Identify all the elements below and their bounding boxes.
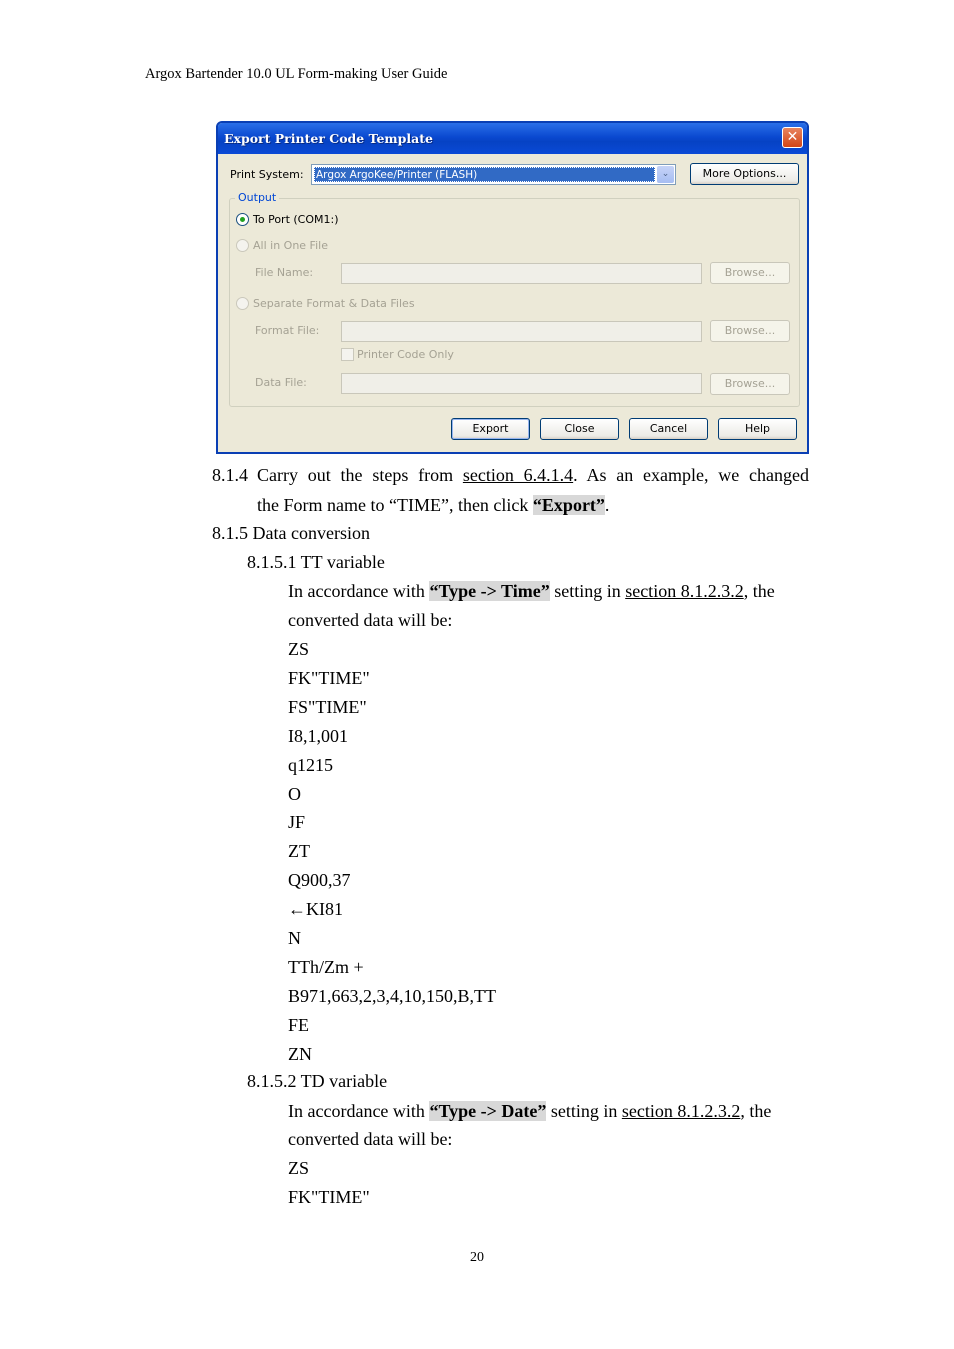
section-8-1-5-2-heading: 8.1.5.2 TD variable — [247, 1071, 388, 1091]
code-line: ←KI81 — [288, 899, 343, 920]
all-in-one-radio[interactable] — [236, 239, 249, 252]
export-dialog — [216, 121, 809, 454]
data-file-label: Data File: — [255, 376, 307, 389]
section-8-1-4-number: 8.1.4 — [212, 465, 248, 485]
export-button[interactable]: Export — [451, 418, 530, 440]
separate-files-radio[interactable] — [236, 297, 249, 310]
browse-file-button[interactable]: Browse... — [710, 262, 790, 284]
printer-code-only-checkbox[interactable] — [341, 348, 354, 361]
all-in-one-label: All in One File — [253, 239, 328, 252]
printer-code-only-label: Printer Code Only — [357, 348, 454, 361]
bold-highlight: “Type -> Date” — [429, 1101, 547, 1121]
section-link[interactable]: section 8.1.2.3.2 — [621, 1101, 741, 1121]
text-run: , the — [743, 581, 775, 601]
code-line: ZS — [288, 1158, 310, 1178]
format-file-label: Format File: — [255, 324, 320, 337]
code-line: q1215 — [288, 754, 333, 775]
bold-highlight: “Type -> Time” — [429, 581, 550, 601]
file-name-label: File Name: — [255, 266, 314, 279]
section-title: Data conversion — [252, 523, 370, 543]
code-line: ZN — [288, 1043, 312, 1064]
code-line: ZS — [288, 639, 310, 659]
text-run: setting in — [550, 1101, 618, 1121]
text-run: In accordance with — [288, 1101, 425, 1121]
more-options-button[interactable]: More Options... — [690, 163, 799, 185]
file-name-input[interactable] — [341, 263, 702, 284]
close-button[interactable]: Close — [540, 418, 619, 440]
section-8-1-5-1-line1 — [288, 580, 775, 602]
code-line: B971,663,2,3,4,10,150,B,TT — [288, 985, 497, 1006]
format-file-input[interactable] — [341, 321, 702, 342]
text-run: . — [604, 495, 610, 515]
running-header: Argox Bartender 10.0 UL Form-making User Guide — [145, 66, 448, 82]
close-icon[interactable]: ✕ — [782, 127, 803, 148]
section-8-1-5-2-line1 — [288, 1100, 771, 1122]
help-button[interactable]: Help — [718, 418, 797, 440]
text-run: , the — [740, 1101, 772, 1121]
section-link[interactable]: section 6.4.1.4 — [462, 465, 574, 485]
section-8-1-5-1-heading: 8.1.5.1 TT variable — [247, 552, 385, 572]
section-8-1-4-line2 — [257, 494, 609, 516]
chevron-down-icon[interactable]: ⌄ — [657, 166, 674, 183]
print-system-select[interactable] — [311, 164, 676, 185]
section-number: 8.1.5 — [212, 523, 248, 543]
section-8-1-4-line1 — [257, 464, 809, 486]
browse-format-button[interactable]: Browse... — [710, 320, 790, 342]
print-system-label: Print System: — [230, 168, 304, 181]
section-8-1-5-heading — [212, 522, 370, 544]
print-system-value: Argox ArgoKee/Printer (FLASH) — [314, 167, 655, 182]
text-run: Carry out the steps from — [257, 465, 454, 485]
browse-data-button[interactable]: Browse... — [710, 373, 790, 395]
bold-highlight: “Export” — [532, 495, 605, 515]
text-run: the Form name to “TIME”, then click — [257, 495, 529, 515]
output-group-label: Output — [235, 191, 279, 204]
dialog-title: Export Printer Code Template — [224, 131, 433, 146]
code-line: TTh/Zm + — [288, 956, 364, 977]
code-line: N — [288, 928, 301, 948]
data-file-input[interactable] — [341, 373, 702, 394]
page-number: 20 — [470, 1250, 484, 1265]
code-line: ZT — [288, 841, 310, 862]
text-run: . As an example, we changed — [573, 465, 809, 485]
code-line: FE — [288, 1014, 310, 1035]
code-line: FK"TIME" — [288, 1186, 370, 1207]
section-8-1-5-1-line2: converted data will be: — [288, 610, 453, 630]
code-line: JF — [288, 812, 306, 833]
cancel-button[interactable]: Cancel — [629, 418, 708, 440]
separate-files-label: Separate Format & Data Files — [253, 297, 415, 310]
dialog-titlebar — [218, 123, 807, 154]
section-link[interactable]: section 8.1.2.3.2 — [625, 581, 744, 601]
text-run: In accordance with — [288, 581, 425, 601]
code-line: Q900,37 — [288, 870, 351, 891]
code-line: O — [288, 783, 301, 804]
to-port-label: To Port (COM1:) — [253, 213, 339, 226]
code-line: FS"TIME" — [288, 696, 367, 717]
code-line: I8,1,001 — [288, 725, 348, 746]
section-8-1-5-2-line2: converted data will be: — [288, 1129, 453, 1149]
code-line: FK"TIME" — [288, 667, 370, 688]
text-run: setting in — [554, 581, 621, 601]
to-port-radio[interactable] — [236, 213, 249, 226]
